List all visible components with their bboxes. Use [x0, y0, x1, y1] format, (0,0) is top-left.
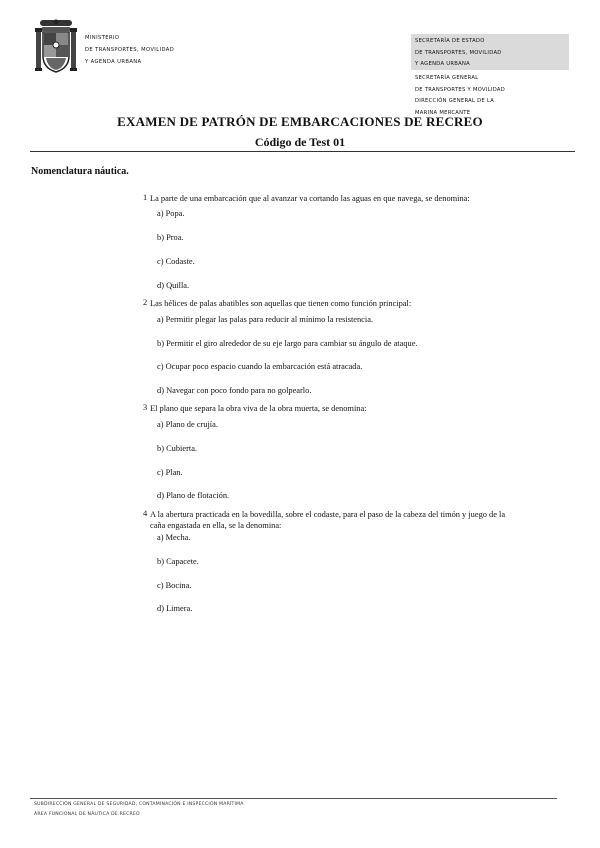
answer-option: a) Permitir plegar las palas para reducir al mínimo la resistencia. — [157, 315, 374, 324]
answer-option: c) Codaste. — [157, 257, 195, 266]
answer-option: c) Ocupar poco espacio cuando la embarcación está atracada. — [157, 362, 363, 371]
general-line: SECRETARÍA GENERAL — [415, 75, 479, 81]
exam-title: EXAMEN DE PATRÓN DE EMBARCACIONES DE RECREO — [117, 114, 483, 129]
question-number: 3 — [143, 403, 148, 412]
secretary-line: SECRETARÍA DE ESTADO — [415, 38, 485, 44]
answer-option: c) Bocina. — [157, 581, 192, 590]
header-divider — [30, 151, 575, 152]
section-title: Nomenclatura náutica. — [31, 166, 129, 177]
question-number: 2 — [143, 298, 148, 307]
general-line: DIRECCIÓN GENERAL DE LA — [415, 98, 495, 104]
secretary-name — [415, 36, 502, 71]
question-text: A la abertura practicada en la bovedilla, sobre el codaste, para el paso de la cabeza del timón y juego de la caña engastada en ella, se la denomina: — [150, 510, 506, 530]
question-number: 4 — [143, 509, 148, 518]
answer-option: b) Capacete. — [157, 557, 199, 566]
general-line: MARINA MERCANTE — [415, 109, 471, 116]
answer-option: a) Plano de crujía. — [157, 420, 218, 429]
footer-divider — [30, 798, 557, 799]
general-secretary-name — [415, 73, 505, 119]
answer-option: c) Plan. — [157, 468, 183, 477]
secretary-line: DE TRANSPORTES, MOVILIDAD — [415, 49, 502, 56]
answer-option: d) Navegar con poco fondo para no golpearlo. — [157, 386, 312, 395]
question-number: 1 — [143, 193, 148, 202]
general-line: DE TRANSPORTES Y MOVILIDAD — [415, 86, 506, 93]
ministry-line: Y AGENDA URBANA — [85, 58, 142, 65]
answer-option: b) Proa. — [157, 233, 184, 242]
ministry-line: DE TRANSPORTES, MOVILIDAD — [85, 46, 175, 53]
question-text: Las hélices de palas abatibles son aquellas que tienen como función principal: — [150, 299, 412, 308]
answer-option: a) Mecha. — [157, 533, 191, 542]
answer-option: d) Plano de flotación. — [157, 491, 230, 500]
answer-option: b) Permitir el giro alrededor de su eje largo para cambiar su ángulo de ataque. — [157, 339, 418, 348]
answer-option: d) Limera. — [157, 604, 193, 613]
footer-line: SUBDIRECCIÓN GENERAL DE SEGURIDAD, CONTAMINACIÓN E INSPECCIÓN MARÍTIMA — [34, 802, 244, 807]
secretary-line: Y AGENDA URBANA — [415, 61, 470, 67]
ministry-name — [85, 33, 174, 68]
answer-option: d) Quilla. — [157, 281, 190, 290]
coat-of-arms-logo — [34, 18, 78, 76]
ministry-line: MINISTERIO — [85, 35, 120, 41]
question-text: La parte de una embarcación que al avanzar va cortando las aguas en que navega, se denomina: — [150, 194, 470, 203]
footer-line: ÁREA FUNCIONAL DE NÁUTICA DE RECREO — [34, 812, 140, 817]
answer-option: a) Popa. — [157, 209, 185, 218]
answer-option: b) Cubierta. — [157, 444, 198, 453]
question-text: El plano que separa la obra viva de la obra muerta, se denomina: — [150, 404, 367, 413]
exam-code: Código de Test 01 — [254, 135, 346, 149]
